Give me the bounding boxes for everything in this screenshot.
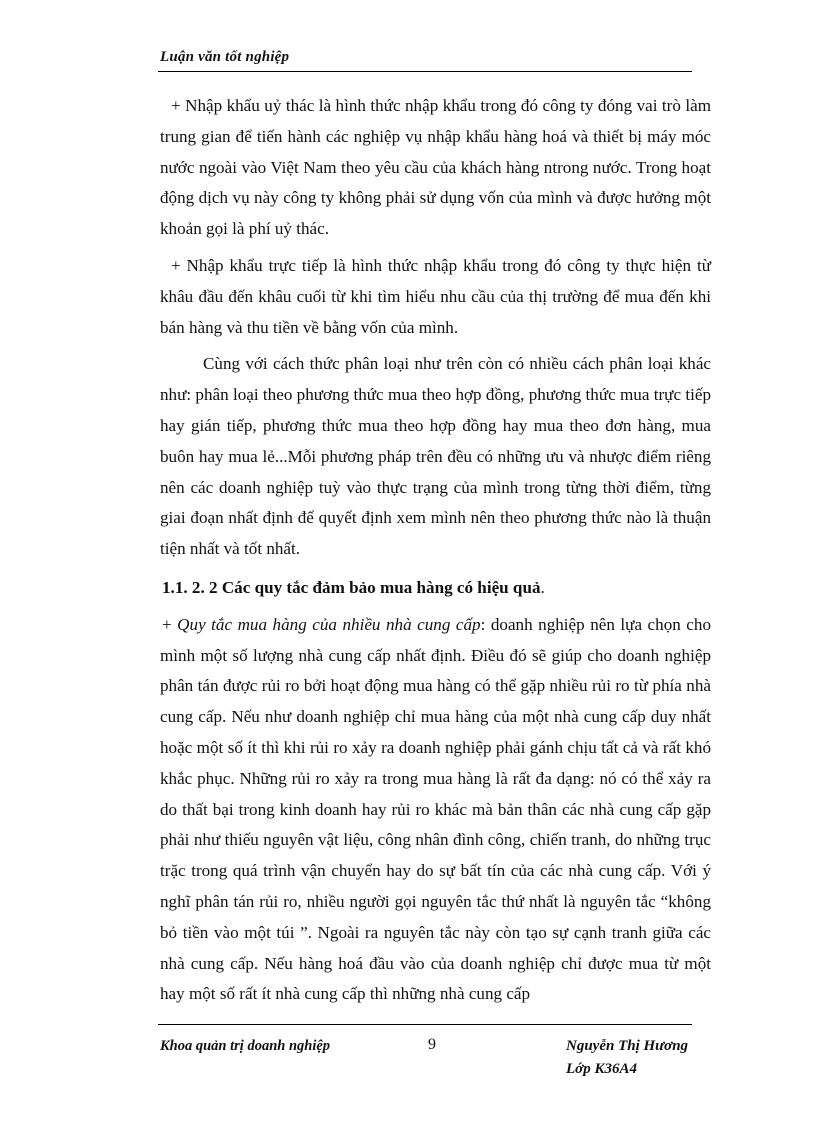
footer-faculty: Khoa quản trị doanh nghiệp (160, 1038, 331, 1054)
paragraph-classification: Cùng với cách thức phân loại như trên còn có nhiều cách phân loại khác như: phân loại theo phương thức mua theo hợp đồng, phương thức mua trực tiếp hay gián tiếp, phương thức mua theo hợp đồng hay mua theo đơn hàng, mua buôn hay mua lẻ...Mỗi phương pháp trên đều có những ưu và nhược điểm riêng nên các doanh nghiệp tuỳ vào thực trạng của mình trong từng thời điểm, từng giai đoạn nhất định để quyết định xem mình nên theo phương thức nào là thuận tiện nhất và tốt nhất. (160, 354, 711, 559)
footer-class: Lớp K36A4 (566, 1061, 637, 1077)
paragraph-entrusted-import: + Nhập khẩu uỷ thác là hình thức nhập khẩu trong đó công ty đóng vai trò làm trung gian để tiến hành các nghiệp vụ nhập khẩu hàng hoá và thiết bị máy móc nước ngoài vào Việt Nam theo yêu cầu của khách hàng ntrong nước. Trong hoạt động dịch vụ này công ty không phải sử dụng vốn của mình và được hưởng một khoản gọi là phí uỷ thác. (160, 96, 711, 239)
paragraph-direct-import: + Nhập khẩu trực tiếp là hình thức nhập khẩu trong đó công ty thực hiện từ khâu đầu đến khâu cuối từ khi tìm hiểu nhu cầu của thị trường để mua đến khi bán hàng và thu tiền về bằng vốn của mình. (160, 255, 711, 337)
footer-divider (158, 1024, 692, 1025)
document-body (160, 91, 711, 1010)
page-number: 9 (428, 1036, 436, 1053)
section-heading-period: . (540, 577, 545, 597)
bullet-marker: + (162, 614, 178, 634)
header-title: Luận văn tốt nghiệp (160, 49, 290, 65)
rule-description: : doanh nghiệp nên lựa chọn cho mình một số lượng nhà cung cấp nhất định. Điều đó sẽ giúp cho doanh nghiệp phân tán được rủi ro bởi hoạt động mua hàng có thể gặp nhiều rủi ro từ phía nhà cung cấp. Nếu như doanh nghiệp chỉ mua hàng của một nhà cung cấp duy nhất hoặc một số ít thì khi rủi ro xảy ra doanh nghiệp phải gánh chịu tất cả và rất khó khắc phục. Những rủi ro xảy ra trong mua hàng là rất đa dạng: nó có thể xảy ra do thất bại trong kinh doanh hay rủi ro khác mà bản thân các nhà cung cấp gặp phải như thiếu nguyên vật liệu, công nhân đình công, chiến tranh, do những trục trặc trong quá trình vận chuyển hay do sự bất tín của các nhà cung cấp. Với ý nghĩ phân tán rủi ro, nhiều người gọi nguyên tắc thứ nhất là nguyên tắc “không bỏ tiền vào một túi ”. Ngoài ra nguyên tắc này còn tạo sự cạnh tranh giữa các nhà cung cấp. Nếu hàng hoá đầu vào của doanh nghiệp chỉ được mua từ một hay một số rất ít nhà cung cấp thì những nhà cung cấp (160, 614, 711, 1004)
header-divider (158, 71, 692, 72)
footer-author: Nguyễn Thị Hương (566, 1038, 689, 1054)
paragraph-multiple-suppliers (160, 610, 711, 1010)
section-heading-text: 1.1. 2. 2 Các quy tắc đảm bảo mua hàng có hiệu quả (162, 577, 541, 597)
rule-name: Quy tắc mua hàng của nhiều nhà cung cấp (177, 614, 481, 634)
section-heading (160, 573, 711, 604)
